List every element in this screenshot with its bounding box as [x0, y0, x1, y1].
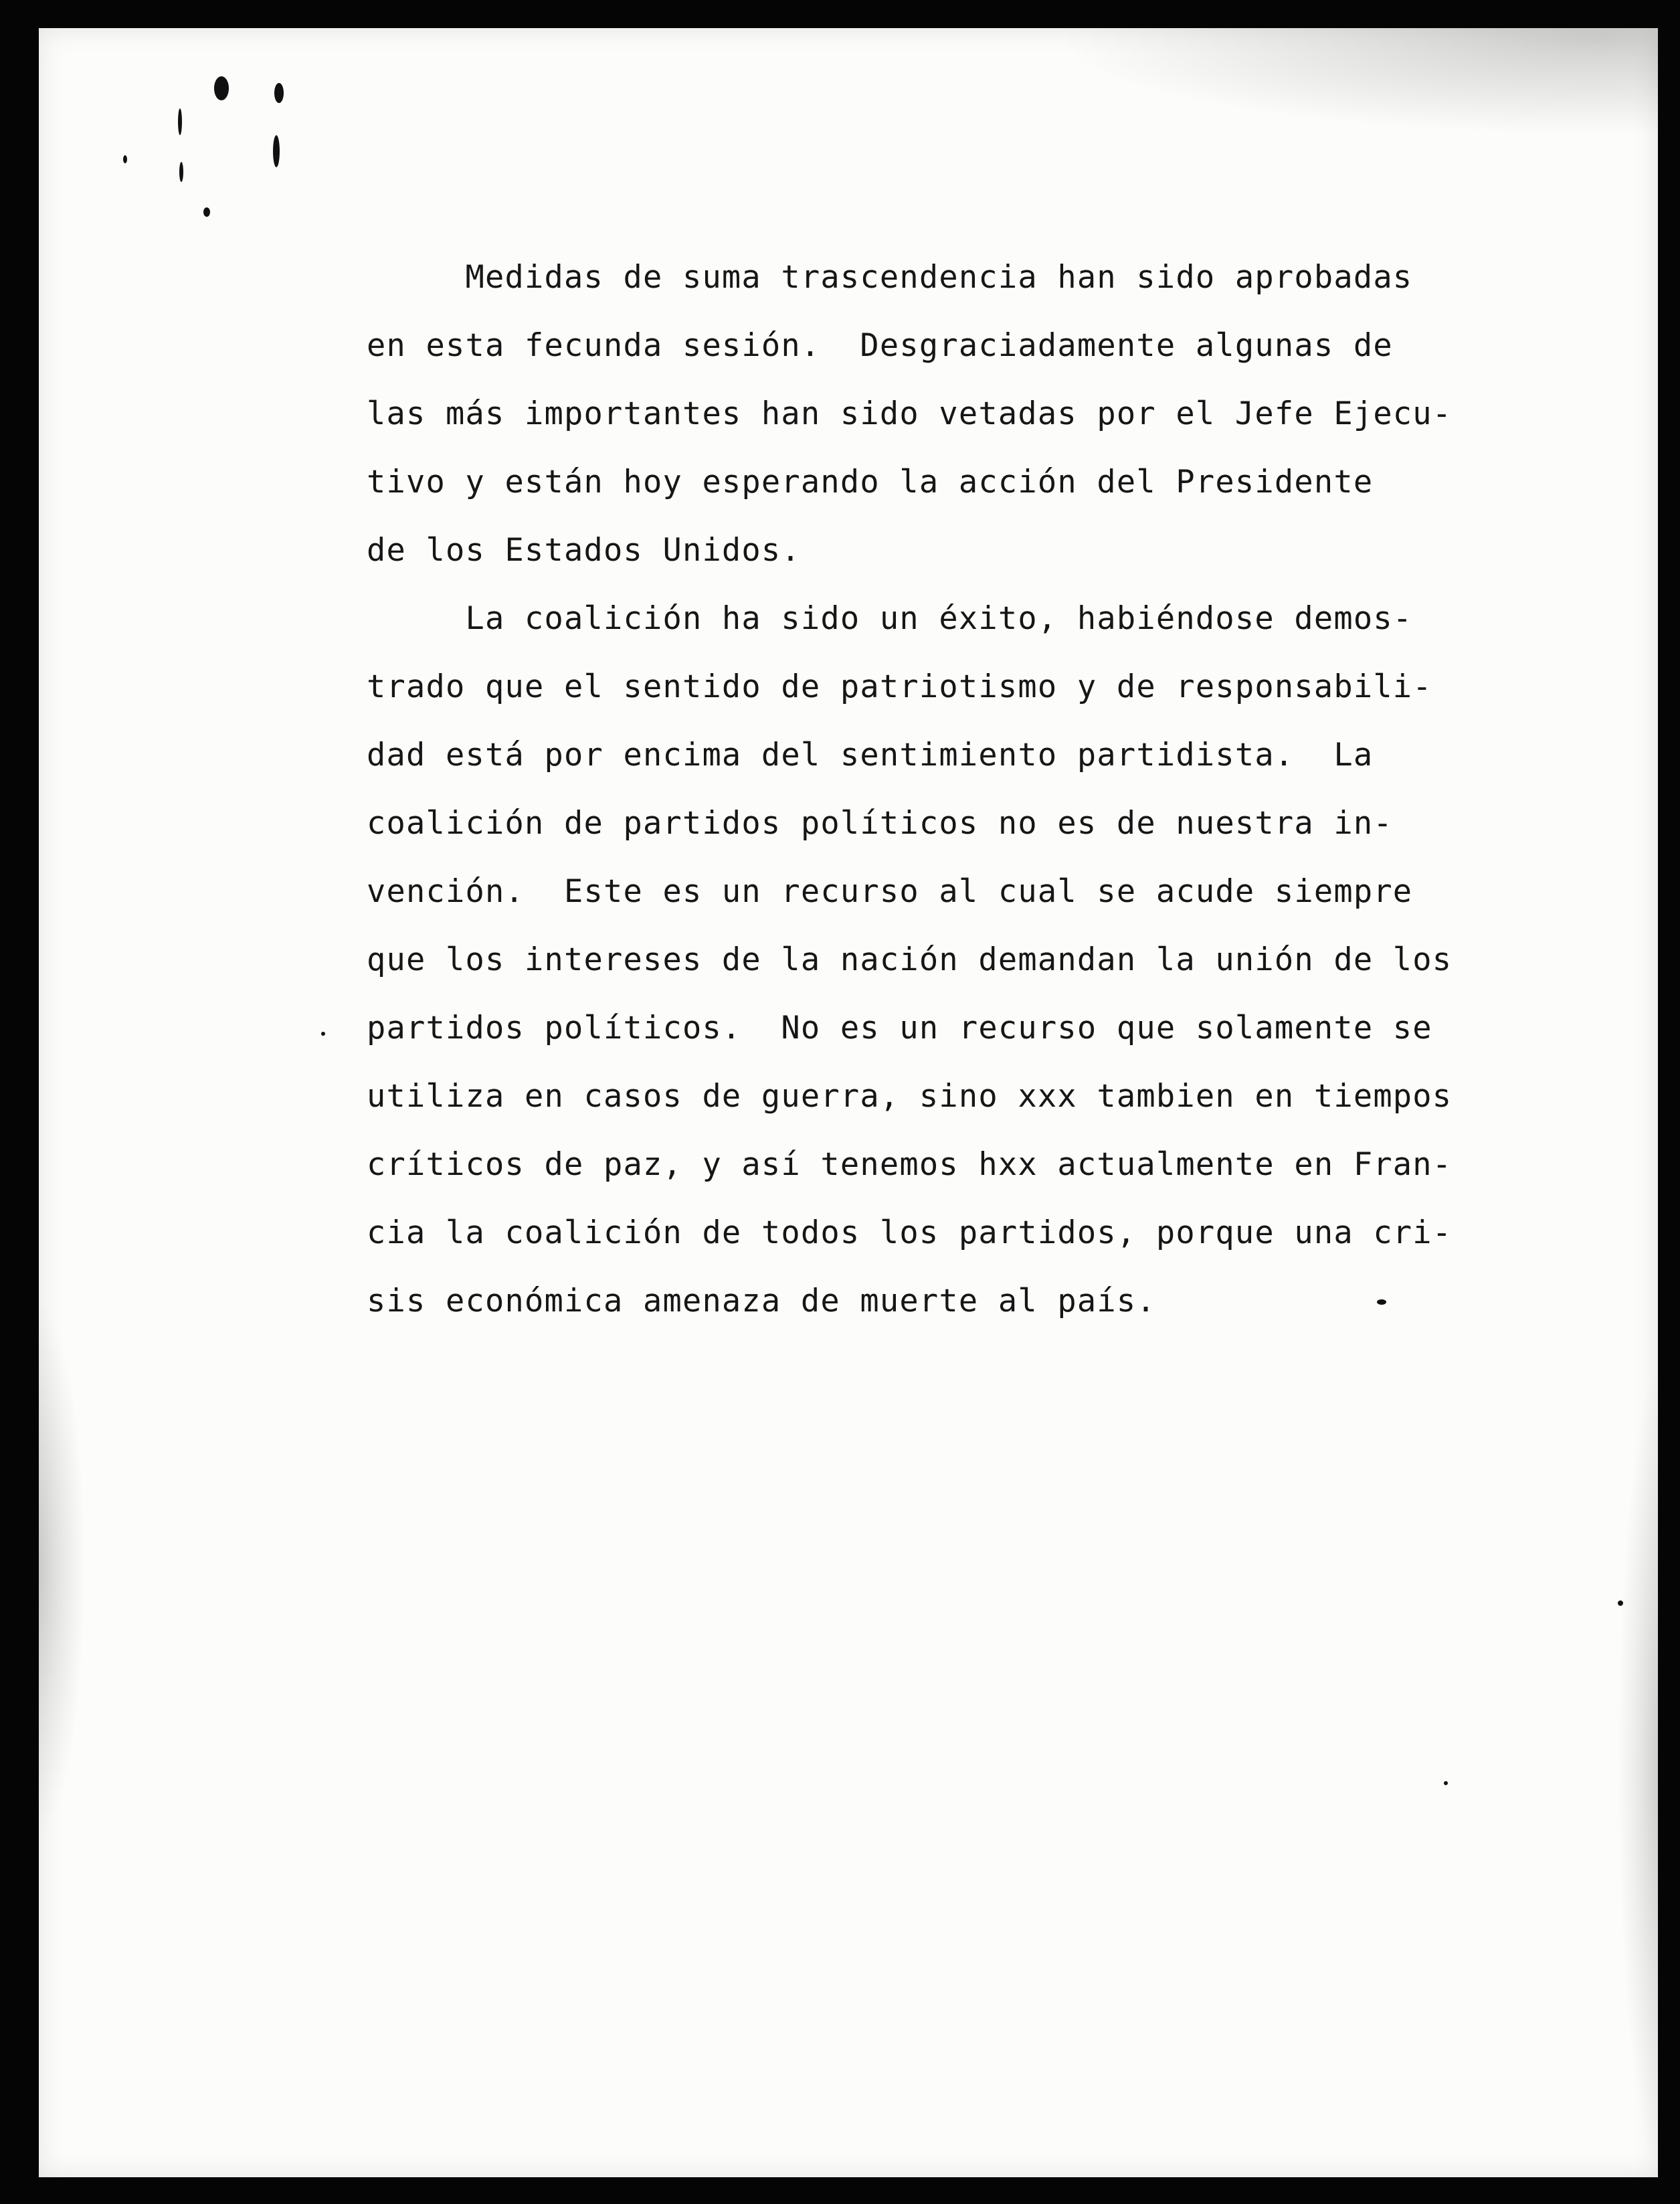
text-line: La coalición ha sido un éxito, habiéndose demos- — [367, 600, 1413, 637]
ink-speck — [1618, 1600, 1623, 1606]
text-line: Medidas de suma trascendencia han sido aprobadas — [367, 259, 1413, 296]
ink-speck — [321, 1032, 325, 1036]
body-text — [367, 244, 1491, 1336]
text-line: sis económica amenaza de muerte al país. — [367, 1283, 1156, 1319]
paragraph-2 — [367, 585, 1491, 1336]
text-line: en esta fecunda sesión. Desgraciadamente algunas de — [367, 327, 1393, 364]
text-line: trado que el sentido de patriotismo y de responsabili- — [367, 668, 1432, 705]
scan-shading-top-right — [1056, 28, 1658, 135]
text-line: coalición de partidos políticos no es de nuestra in- — [367, 805, 1393, 842]
text-line: tivo y están hoy esperando la acción del Presidente — [367, 464, 1374, 500]
text-line: de los Estados Unidos. — [367, 532, 801, 569]
scan-shading-left — [39, 1299, 86, 1835]
ink-speck — [214, 76, 229, 100]
ink-speck — [1444, 1781, 1448, 1785]
text-line: que los intereses de la nación demandan la unión de los — [367, 941, 1453, 978]
text-line: las más importantes han sido vetadas por el Jefe Ejecu- — [367, 395, 1453, 432]
text-line: cia la coalición de todos los partidos, porque una cri- — [367, 1214, 1453, 1251]
text-line: partidos políticos. No es un recurso que solamente se — [367, 1010, 1432, 1046]
ink-speck — [123, 155, 127, 163]
scan-shading-right — [1618, 1366, 1658, 2169]
text-line: críticos de paz, y así tenemos hxx actualmente en Fran- — [367, 1146, 1453, 1183]
typewritten-page — [39, 28, 1658, 2177]
text-line: utiliza en casos de guerra, sino xxx tambien en tiempos — [367, 1078, 1453, 1115]
ink-speck — [179, 162, 183, 182]
text-line: dad está por encima del sentimiento partidista. La — [367, 737, 1374, 773]
ink-speck — [273, 135, 280, 167]
text-line: vención. Este es un recurso al cual se acude siempre — [367, 873, 1413, 910]
ink-speck — [203, 207, 210, 217]
paragraph-1 — [367, 244, 1491, 585]
ink-speck — [274, 83, 284, 103]
ink-speck — [178, 108, 182, 135]
